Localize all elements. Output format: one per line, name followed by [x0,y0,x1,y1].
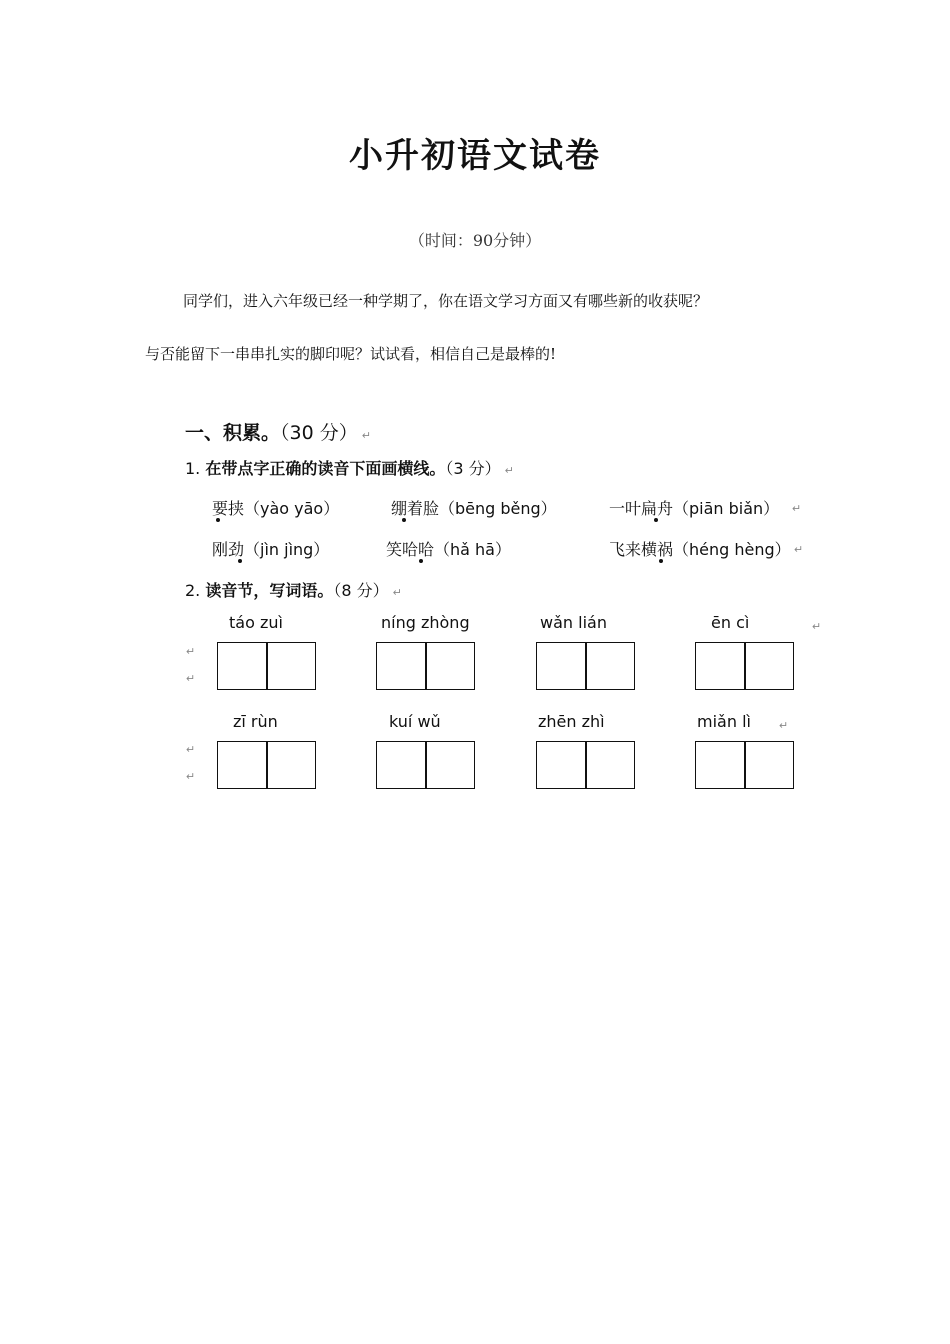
question-1-score: （3 分） [445,459,501,478]
emphasis-dot [659,559,663,563]
emphasis-dot [238,559,242,563]
return-mark: ↵ [779,720,789,732]
time-note: （时间：90分钟） [408,231,542,250]
question-2-number: 2. [185,581,201,600]
q1-item-4: 刚劲（jìn jìng） [212,540,330,559]
question-1 [185,456,514,479]
pinyin-8: miǎn lì [697,712,751,731]
emphasis-dot [654,518,658,522]
return-mark: ↵ [792,503,802,515]
emphasis-dot [419,559,423,563]
answer-box-6[interactable] [376,741,475,789]
question-2 [185,578,402,601]
q1-item-5: 笑哈哈（hǎ hā） [386,540,511,559]
pinyin-3: wǎn lián [540,613,607,632]
return-mark: ↵ [392,586,402,599]
pinyin-2: níng zhòng [381,613,470,632]
question-1-number: 1. [185,459,201,478]
emphasis-dot [402,518,406,522]
q1-item-6: 飞来横祸（héng hèng） [609,540,791,559]
return-mark: ↵ [186,744,196,756]
answer-box-1[interactable] [217,642,316,690]
answer-box-7[interactable] [536,741,635,789]
answer-box-8[interactable] [695,741,794,789]
return-mark: ↵ [186,646,196,658]
section-1-score: （30 分） [280,422,358,444]
answer-box-5[interactable] [217,741,316,789]
return-mark: ↵ [794,544,804,556]
return-mark: ↵ [186,771,196,783]
section-1-title: 一、积累。 [185,422,281,444]
q1-item-3: 一叶扁舟（piān biǎn） [609,499,780,518]
return-mark: ↵ [361,429,371,442]
question-2-score: （8 分） [333,581,389,600]
intro-line-2: 与否能留下一串串扎实的脚印呢？试试看，相信自己是最棒的! [145,345,557,363]
answer-box-4[interactable] [695,642,794,690]
pinyin-5: zī rùn [233,712,278,731]
document-title: 小升初语文试卷 [349,136,601,176]
pinyin-7: zhēn zhì [538,712,605,731]
section-1-heading [185,418,371,445]
emphasis-dot [216,518,220,522]
pinyin-1: táo zuì [229,613,283,632]
q1-item-2: 绷着脸（bēng běng） [391,499,557,518]
pinyin-6: kuí wǔ [389,712,441,731]
question-1-text: 在带点字正确的读音下面画横线。 [205,459,446,478]
intro-line-1: 同学们，进入六年级已经一种学期了，你在语文学习方面又有哪些新的收获呢？ [183,292,709,310]
answer-box-2[interactable] [376,642,475,690]
answer-box-3[interactable] [536,642,635,690]
pinyin-4: ēn cì [711,613,750,632]
return-mark: ↵ [812,621,822,633]
question-2-text: 读音节，写词语。 [205,581,334,600]
return-mark: ↵ [186,673,196,685]
q1-item-1: 要挟（yào yāo） [212,499,340,518]
return-mark: ↵ [504,464,514,477]
